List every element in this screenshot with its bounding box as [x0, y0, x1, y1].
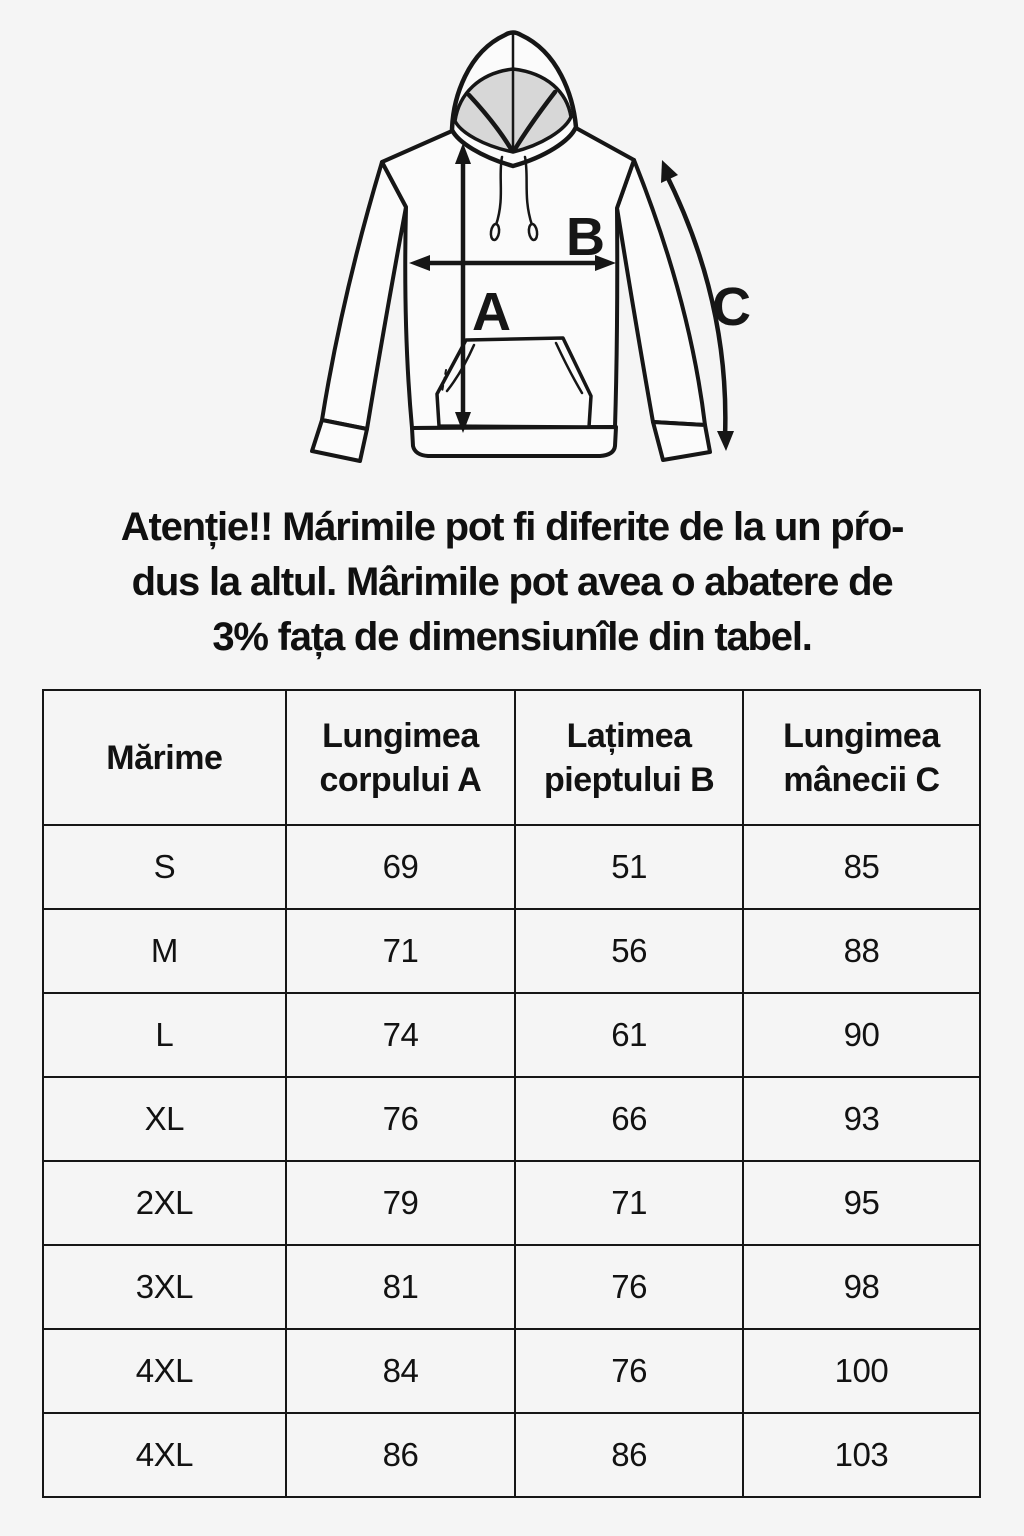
header-sleeve-length: Lungimea mânecii C [743, 690, 980, 825]
table-row [43, 909, 980, 993]
measurement-cell: 90 [743, 993, 980, 1077]
size-table-header [43, 690, 980, 825]
measurement-cell: 66 [515, 1077, 743, 1161]
hem-band [412, 427, 616, 456]
header-row [43, 690, 980, 825]
measurement-cell: 74 [286, 993, 516, 1077]
measurement-cell: 76 [286, 1077, 516, 1161]
size-cell: L [43, 993, 286, 1077]
measurement-cell: 100 [743, 1329, 980, 1413]
table-row [43, 825, 980, 909]
table-row [43, 1329, 980, 1413]
warning-line-2: dus la altul. Mârimile pot avea o abatere de [131, 560, 893, 604]
table-row [43, 1413, 980, 1497]
measurement-cell: 85 [743, 825, 980, 909]
size-cell: 4XL [43, 1329, 286, 1413]
table-row [43, 993, 980, 1077]
measurement-cell: 81 [286, 1245, 516, 1329]
size-cell: 4XL [43, 1413, 286, 1497]
table-row [43, 1161, 980, 1245]
size-warning-text [0, 500, 1024, 665]
header-size: Mărime [43, 690, 286, 825]
right-cuff [653, 422, 710, 460]
left-sleeve [322, 162, 406, 429]
measurement-cell: 98 [743, 1245, 980, 1329]
measurement-cell: 95 [743, 1161, 980, 1245]
label-a: A [472, 282, 511, 342]
hoodie-diagram [280, 10, 760, 480]
size-table-body [43, 825, 980, 1497]
size-cell: XL [43, 1077, 286, 1161]
measurement-cell: 71 [515, 1161, 743, 1245]
measurement-cell: 86 [515, 1413, 743, 1497]
right-sleeve [617, 160, 705, 425]
table-row [43, 1245, 980, 1329]
measurement-cell: 71 [286, 909, 516, 993]
size-cell: S [43, 825, 286, 909]
measurement-cell: 61 [515, 993, 743, 1077]
measurement-cell: 93 [743, 1077, 980, 1161]
size-cell: 3XL [43, 1245, 286, 1329]
warning-line-3: 3% fața de dimensiunîle din tabel. [212, 615, 812, 659]
size-cell: M [43, 909, 286, 993]
warning-line-1: Atenție!! Márimile pot fi diferite de la un pŕo- [120, 505, 904, 549]
left-cuff [312, 420, 367, 461]
header-body-length: Lungimea corpului A [286, 690, 516, 825]
measurement-cell: 69 [286, 825, 516, 909]
measurement-cell: 79 [286, 1161, 516, 1245]
measurement-cell: 76 [515, 1245, 743, 1329]
measurement-cell: 103 [743, 1413, 980, 1497]
table-row [43, 1077, 980, 1161]
arrow-c-head-bottom [717, 431, 734, 451]
size-table [42, 689, 981, 1498]
label-c: C [712, 277, 751, 337]
label-b: B [566, 207, 605, 267]
measurement-cell: 56 [515, 909, 743, 993]
measurement-cell: 76 [515, 1329, 743, 1413]
header-chest-width: Lațimea pieptului B [515, 690, 743, 825]
measurement-cell: 88 [743, 909, 980, 993]
measurement-cell: 86 [286, 1413, 516, 1497]
measurement-cell: 51 [515, 825, 743, 909]
size-cell: 2XL [43, 1161, 286, 1245]
measurement-cell: 84 [286, 1329, 516, 1413]
